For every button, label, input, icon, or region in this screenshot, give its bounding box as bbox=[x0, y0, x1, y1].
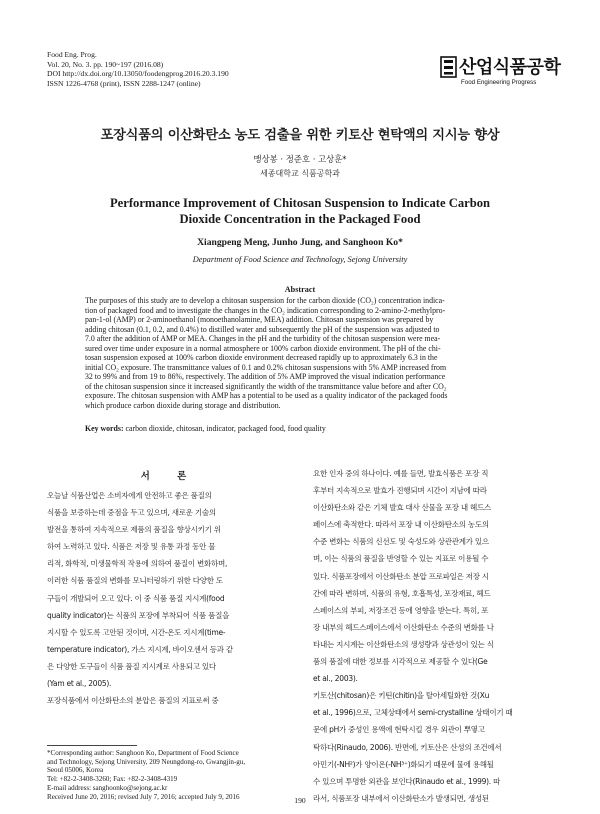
body-line: 간에 따라 변하며, 식품의 유형, 호흡특성, 포장재료, 헤드 bbox=[313, 588, 491, 598]
body-line: 라서, 식품포장 내부에서 이산화탄소가 발생되면, 생성된 bbox=[313, 793, 489, 803]
journal-volume: Vol. 20, No. 3. pp. 190~197 (2016.08) bbox=[47, 59, 164, 69]
abstract-line: which produce carbon dioxide during storage and distribution. bbox=[85, 401, 281, 411]
abstract-line: pan-1-ol (AMP) or 2-aminoethanol (monoethanolamine, MEA) addition. Chitosan suspension was prepared by bbox=[85, 315, 434, 325]
abstract-line: initial CO₂ exposure. The transmittance values of 0.1 and 0.2% chitosan suspensions with 5% AMP increased from bbox=[85, 362, 447, 372]
affiliation-english: Department of Food Science and Technology, Sejong University bbox=[192, 255, 408, 264]
abstract-line: tion of packaged food and to investigate the changes in the CO₂ indication corresponding to 2-amino-2-methylpro- bbox=[85, 305, 446, 315]
body-line: 요한 인자 중의 하나이다. 예를 들면, 발효식품은 포장 직 bbox=[313, 469, 489, 478]
body-line: 아민기(-NH²)가 양이온(-NH³⁺)화되기 때문에 물에 용해될 bbox=[313, 759, 494, 769]
body-line: 문에 pH가 중성인 용액에 현탁시킬 경우 외관이 뿌옇고 bbox=[313, 725, 485, 735]
footnote-line: and Technology, Sejong University, 209 Neungdong-ro, Gwangjin-gu, bbox=[47, 757, 246, 766]
title-korean: 포장식품의 이산화탄소 농도 검출을 위한 키토산 현탁액의 지시능 향상 bbox=[100, 128, 500, 143]
body-line: 스페이스의 부피, 저장조건 등에 영향을 받는다. 특히, 포 bbox=[313, 605, 489, 615]
footnote-line: Received June 20, 2016; revised July 7, 2016; accepted July 9, 2016 bbox=[47, 792, 240, 801]
body-line: 발전을 통하여 지속적으로 제품의 품질을 향상시키기 위 bbox=[47, 525, 221, 535]
body-line: 오늘날 식품산업은 소비자에게 안전하고 좋은 품질의 bbox=[47, 491, 212, 500]
abstract-line: exposure. The chitosan suspension with AMP has a potential to be used as a quality indicator of the packaged foods bbox=[85, 391, 448, 401]
body-line: 이러한 식품 품질의 변화를 모니터링하기 위한 다양한 도 bbox=[47, 576, 223, 586]
body-line: 지시할 수 있도록 고안된 것이며, 시간-온도 지시계(time- bbox=[47, 627, 226, 637]
journal-logo bbox=[440, 55, 561, 89]
footnote-divider bbox=[47, 745, 137, 746]
body-line: 수 있으며 투명한 외관을 보인다(Rinaudo et al., 1999). 따 bbox=[313, 776, 501, 786]
title-english-line-2: Dioxide Concentration in the Packaged Food bbox=[179, 211, 421, 226]
body-line: 장 내부의 헤드스페이스에서 이산화탄소 수준의 변화를 나 bbox=[313, 622, 494, 632]
abstract-heading: Abstract bbox=[284, 285, 316, 294]
footnote-line: Seoul 05006, Korea bbox=[47, 766, 104, 775]
body-line: 탁하다(Rinaudo, 2006). 반면에, 키토산은 산성의 조건에서 bbox=[313, 742, 502, 752]
journal-doi: DOI http://dx.doi.org/10.13050/foodengprog.2016.20.3.190 bbox=[47, 69, 229, 79]
body-line: et al., 2003). bbox=[313, 674, 358, 684]
abstract-line: tosan suspension exposed at 100% carbon dioxide environment decreased rapidly up to approximately 6.3 in the bbox=[85, 353, 438, 363]
authors-english: Xiangpeng Meng, Junho Jung, and Sanghoon Ko* bbox=[197, 237, 403, 248]
title-english bbox=[0, 196, 600, 227]
abstract-line: sured over time under exposure in a normal atmosphere or 100% carbon dioxide environment. The pH of the chi- bbox=[85, 343, 441, 353]
body-line: 페이스에 축적한다. 따라서 포장 내 이산화탄소의 농도의 bbox=[313, 520, 489, 530]
affiliation-korean: 세종대학교 식품공학과 bbox=[260, 169, 340, 178]
body-line: quality indicator)는 식품의 포장에 부착되어 식품 품질을 bbox=[47, 610, 230, 620]
abstract-body bbox=[85, 296, 515, 411]
journal-logo-icon bbox=[440, 56, 457, 78]
body-line: 품의 품질에 대한 정보를 시각적으로 제공할 수 있다(Ge bbox=[313, 657, 488, 667]
corresponding-author-footnote bbox=[47, 749, 297, 801]
journal-logo-title: 산업식품공학 bbox=[459, 57, 561, 78]
journal-name: Food Eng. Prog. bbox=[47, 50, 97, 59]
abstract-line: adding chitosan (0.1, 0.2, and 0.4%) to distilled water and subsequently the pH of the suspension was adjusted to bbox=[85, 324, 440, 334]
body-line: 식품을 보증하는데 중점을 두고 있으며, 새로운 기술의 bbox=[47, 508, 216, 518]
body-line: 키토산(chitosan)은 키틴(chitin)을 탈아세틸화한 것(Xu bbox=[313, 691, 490, 701]
body-line: (Yam et al., 2005). bbox=[47, 679, 112, 689]
body-line: et al., 1996)으로, 고체상태에서 semi-crystalline 상태이기 때 bbox=[313, 708, 513, 718]
keywords bbox=[85, 424, 326, 433]
keywords-list: carbon dioxide, chitosan, indicator, packaged food, food quality bbox=[125, 424, 326, 433]
body-line: temperature indicator), 가스 지시계, 바이오센서 등과 같 bbox=[47, 644, 233, 654]
body-line: 리적, 화학적, 미생물학적 작용에 의하여 품질이 변화하며, bbox=[47, 559, 228, 569]
body-line: 수준 변화는 식품의 신선도 및 숙성도와 상관관계가 있으 bbox=[313, 537, 489, 547]
abstract-line: 32 to 99% and from 19 to 86%, respectively. The addition of 5% AMP improved the visual indication performance bbox=[85, 372, 446, 382]
body-line: 타내는 지시계는 이산화탄소의 생성량과 상관성이 있는 식 bbox=[313, 639, 494, 649]
body-line: 하여 노력하고 있다. 식품은 저장 및 유통 과정 동안 물 bbox=[47, 542, 216, 552]
footnote-line: E-mail address: sanghoonko@sejong.ac.kr bbox=[47, 783, 168, 792]
abstract-line: The purposes of this study are to develop a chitosan suspension for the carbon dioxide (CO₂) concentration indica- bbox=[85, 296, 445, 305]
body-left-column bbox=[47, 487, 297, 709]
footnote-line: *Corresponding author: Sanghoon Ko, Department of Food Science bbox=[47, 749, 239, 757]
journal-issn: ISSN 1226-4768 (print), ISSN 2288-1247 (online) bbox=[47, 78, 201, 88]
body-line: 구들이 개발되어 오고 있다. 이 중 식품 품질 지시계(food bbox=[47, 593, 225, 603]
section-title-introduction: 서 론 bbox=[140, 471, 199, 482]
page-number: 190 bbox=[294, 796, 306, 805]
body-line: 포장식품에서 이산화탄소의 분압은 품질의 지표로써 중 bbox=[47, 696, 219, 706]
body-line: 은 다양한 도구들이 식품 품질 지시계로 사용되고 있다 bbox=[47, 661, 216, 671]
body-line: 이산화탄소와 같은 기체 발효 대사 산물을 포장 내 헤드스 bbox=[313, 503, 491, 513]
footnote-line: Tel: +82-2-3408-3260; Fax: +82-2-3408-4319 bbox=[47, 775, 178, 784]
abstract-line: of the chitosan suspension since it increased significantly the width of the transmittance value before and after CO₂ bbox=[85, 381, 447, 391]
journal-logo-subtitle: Food Engineering Progress bbox=[461, 79, 537, 86]
body-right-column bbox=[313, 465, 558, 807]
title-english-line-1: Performance Improvement of Chitosan Suspension to Indicate Carbon bbox=[109, 196, 491, 210]
body-line: 있다. 식품포장에서 이산화탄소 분압 프로파일은 저장 시 bbox=[313, 571, 489, 581]
journal-meta bbox=[47, 50, 347, 88]
body-line: 며, 이는 식품의 품질을 반영할 수 있는 지표로 이용될 수 bbox=[313, 554, 489, 564]
authors-korean: 맹상봉 · 정준호 · 고상훈* bbox=[253, 154, 347, 164]
keywords-label: Key words: bbox=[85, 424, 124, 433]
body-line: 후부터 지속적으로 발효가 진행되며 시간이 지남에 따라 bbox=[313, 486, 487, 496]
abstract-line: 7.0 after the addition of AMP or MEA. Changes in the pH and the turbidity of the chitosan suspension were mea- bbox=[85, 334, 441, 344]
